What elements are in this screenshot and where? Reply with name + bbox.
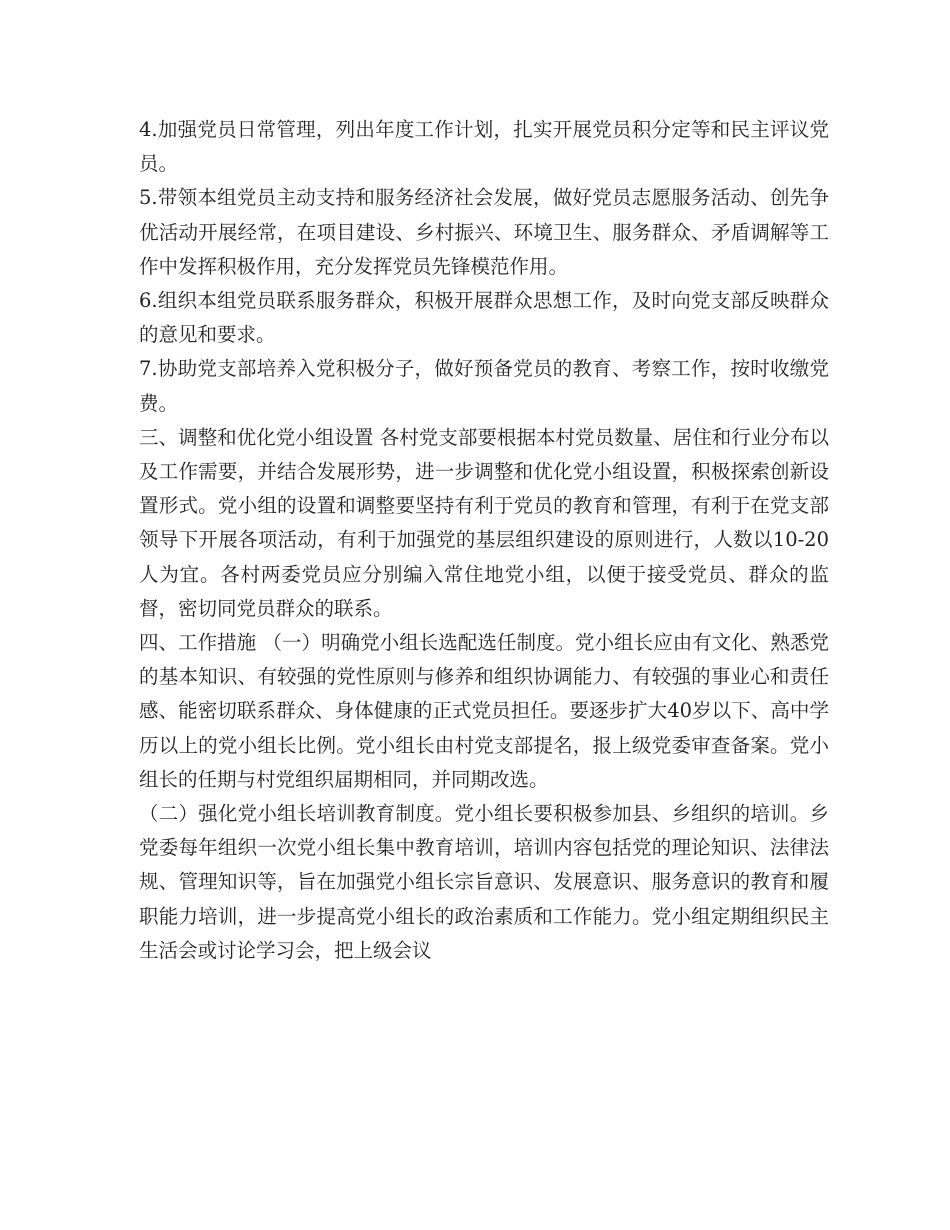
paragraph-section-four: 四、工作措施 （一）明确党小组长选配选任制度。党小组长应由有文化、熟悉党的基本知识、有较强的党性原则与修养和组织协调能力、有较强的事业心和责任感、能密切联系群众、身体健康的正式党员担任。要逐步扩大40岁以下、高中学历以上的党小组长比例。党小组长由村党支部提名，报上级党委审查备案。党小组长的任期与村党组织届期相同，并同期改选。	[139, 631, 829, 791]
paragraph-item-4: 4.加强党员日常管理，列出年度工作计划，扎实开展党员积分定等和民主评议党员。	[139, 118, 829, 176]
paragraph-item-6: 6.组织本组党员联系服务群众，积极开展群众思想工作，及时向党支部反映群众的意见和要求。	[139, 289, 829, 347]
paragraph-item-7: 7.协助党支部培养入党积极分子，做好预备党员的教育、考察工作，按时收缴党费。	[139, 357, 829, 415]
paragraph-item-5: 5.带领本组党员主动支持和服务经济社会发展，做好党员志愿服务活动、创先争优活动开展经常，在项目建设、乡村振兴、环境卫生、服务群众、矛盾调解等工作中发挥积极作用，充分发挥党员先锋模范作用。	[139, 186, 829, 278]
paragraph-subsection-two: （二）强化党小组长培训教育制度。党小组长要积极参加县、乡组织的培训。乡党委每年组织一次党小组长集中教育培训，培训内容包括党的理论知识、法律法规、管理知识等，旨在加强党小组长宗旨意识、发展意识、服务意识的教育和履职能力培训，进一步提高党小组长的政治素质和工作能力。党小组定期组织民主生活会或讨论学习会，把上级会议	[139, 802, 829, 962]
document-body	[139, 113, 829, 968]
paragraph-section-three: 三、调整和优化党小组设置 各村党支部要根据本村党员数量、居住和行业分布以及工作需要，并结合发展形势，进一步调整和优化党小组设置，积极探索创新设置形式。党小组的设置和调整要坚持有利于党员的教育和管理，有利于在党支部领导下开展各项活动，有利于加强党的基层组织建设的原则进行，人数以10-20人为宜。各村两委党员应分别编入常住地党小组，以便于接受党员、群众的监督，密切同党员群众的联系。	[139, 425, 829, 620]
